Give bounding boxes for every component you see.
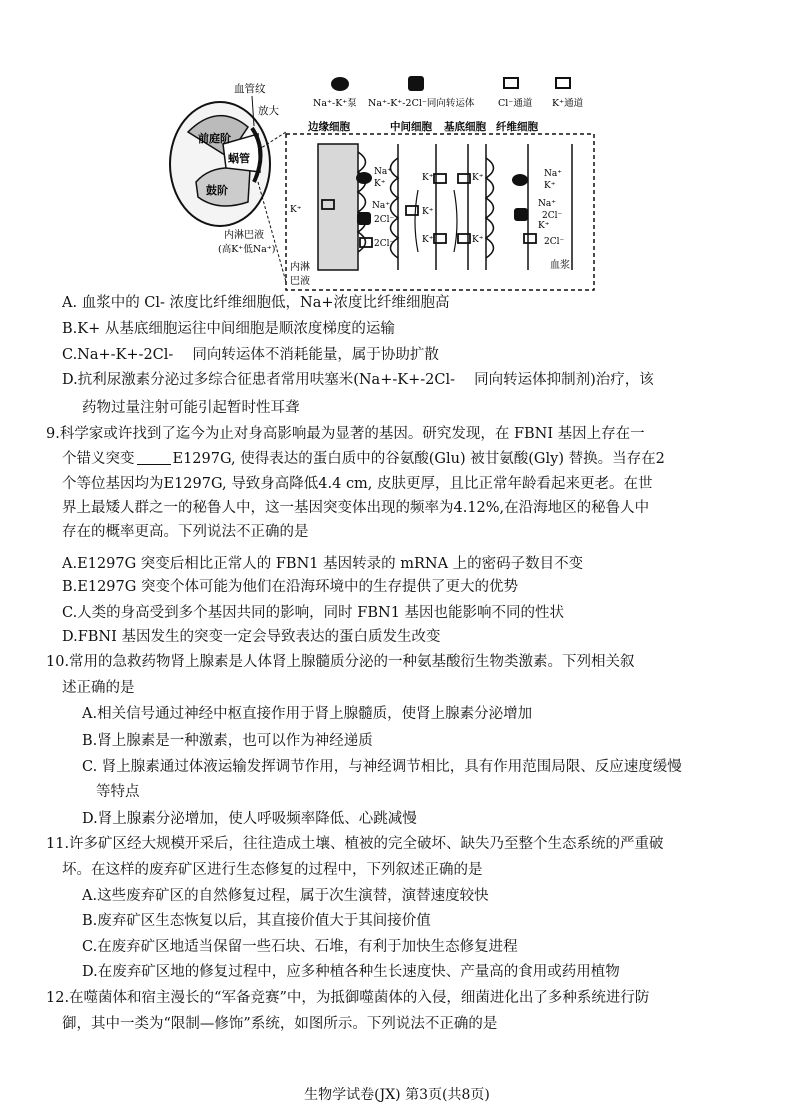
q11-option-d: D.在废弃矿区地的修复过程中，应多种植各种生长速度快、产量高的食用或药用植物 — [82, 964, 620, 980]
ion-label: K⁺ — [290, 205, 302, 215]
ion-label: K⁺ — [422, 173, 434, 183]
ion-label: K⁺ — [374, 179, 386, 189]
label-plasma: 血浆 — [550, 260, 570, 271]
q11-option-c: C.在废弃矿区地适当保留一些石块、石堆，有利于加快生态修复进程 — [82, 939, 518, 955]
q10-option-c: C. 肾上腺素通过体液运输发挥调节作用，与神经调节相比，具有作用范围局限、反应速度缓慢 — [82, 759, 682, 775]
ion-label: K⁺ — [544, 181, 556, 191]
q12-stem-2: 御，其中一类为“限制—修饰”系统，如图所示。下列说法不正确的是 — [62, 1016, 498, 1032]
q10-stem-1: 10.常用的急救药物肾上腺素是人体肾上腺髓质分泌的一种氨基酸衍生物类激素。下列相关叙 — [46, 654, 635, 670]
label-endolymph-note: (高K⁺低Na⁺) — [218, 244, 276, 255]
label-endolymph-inner-2: 巴液 — [290, 276, 310, 287]
ion-label: Na⁺ — [372, 201, 390, 211]
ion-label: Na⁺ — [374, 167, 392, 177]
ion-label: 2Cl⁻ — [542, 211, 563, 221]
q11-option-a: A.这些废弃矿区的自然修复过程，属于次生演替，演替速度较快 — [82, 888, 489, 904]
q11-stem-1: 11.许多矿区经大规模开采后，往往造成土壤、植被的完全破坏、缺失乃至整个生态系统的严重破 — [46, 836, 664, 852]
k-channel-icon — [556, 78, 570, 88]
q8-option-a: A. 血浆中的 Cl- 浓度比纤维细胞低，Na+浓度比纤维细胞高 — [62, 295, 450, 311]
q11-option-b: B.废弃矿区生态恢复以后，其直接价值大于其间接价值 — [82, 913, 431, 929]
q8-option-d-cont: 药物过量注射可能引起暂时性耳聋 — [82, 400, 300, 416]
q10-option-b: B.肾上腺素是一种激素，也可以作为神经递质 — [82, 733, 373, 749]
label-cochlear-duct: 蜗管 — [228, 152, 250, 165]
legend-cotransporter: Na⁺-K⁺-2Cl⁻同向转运体 — [368, 98, 475, 109]
q9-option-d: D.FBNI 基因发生的突变一定会导致表达的蛋白质发生改变 — [62, 629, 441, 645]
label-marginal-cell: 边缘细胞 — [308, 121, 350, 133]
q9-option-a: A.E1297G 突变后相比正常人的 FBN1 基因转录的 mRNA 上的密码子数目不变 — [62, 556, 584, 572]
ion-label: Na⁺ — [544, 169, 562, 179]
cotransporter-icon — [408, 76, 424, 91]
label-fibrocyte: 纤维细胞 — [496, 121, 538, 133]
q8-option-d: D.抗利尿激素分泌过多综合征患者常用呋塞米(Na+-K+-2Cl- 同向转运体抑制剂)治疗，该 — [62, 372, 654, 388]
ion-label: K⁺ — [472, 235, 484, 245]
legend — [313, 76, 584, 109]
q9-option-c: C.人类的身高受到多个基因共同的影响，同时 FBN1 基因也能影响不同的性状 — [62, 605, 565, 621]
q9-option-b: B.E1297G 突变个体可能为他们在沿海环境中的生存提供了更大的优势 — [62, 579, 518, 595]
legend-cl-channel: Cl⁻通道 — [498, 98, 533, 109]
q10-option-d: D.肾上腺素分泌增加，使人呼吸频率降低、心跳减慢 — [82, 811, 417, 827]
label-vessel: 血管纹 — [234, 83, 266, 95]
ion-label: 2Cl⁻ — [544, 237, 565, 247]
q10-option-c-cont: 等特点 — [96, 784, 140, 800]
page-footer: 生物学试卷(JX) 第3页(共8页) — [304, 1087, 490, 1103]
ion-label: K⁺ — [472, 173, 484, 183]
label-vestibular: 前庭阶 — [198, 132, 231, 145]
q8-option-b: B.K+ 从基底细胞运往中间细胞是顺浓度梯度的运输 — [62, 321, 395, 337]
label-tympanic: 鼓阶 — [206, 184, 228, 197]
q11-stem-2: 坏。在这样的废弃矿区进行生态修复的过程中，下列叙述正确的是 — [62, 862, 483, 878]
q9-stem-2 — [62, 448, 665, 470]
label-endolymph-inner-1: 内淋 — [290, 262, 310, 273]
pump-icon — [331, 77, 349, 91]
ion-label: 2Cl⁻ — [374, 215, 395, 225]
ion-label: 2Cl⁻ — [374, 239, 395, 249]
q10-option-a: A.相关信号通过神经中枢直接作用于肾上腺髓质，使肾上腺素分泌增加 — [82, 706, 533, 722]
q9-stem-2a: 个错义突变 — [62, 451, 135, 467]
cochlea-cross-section — [170, 102, 270, 226]
ion-label: Na⁺ — [538, 199, 556, 209]
q10-stem-2: 述正确的是 — [62, 680, 135, 696]
q12-stem-1: 12.在噬菌体和宿主漫长的“军备竞赛”中，为抵御噬菌体的入侵，细菌进化出了多种系统进行防 — [46, 990, 650, 1006]
q9-stem-1: 9.科学家或许找到了迄今为止对身高影响最为显著的基因。研究发现，在 FBNI 基因上存在一 — [46, 426, 645, 442]
ion-label: K⁺ — [422, 207, 434, 217]
label-magnify: 放大 — [258, 105, 279, 117]
ion-transport-diagram — [168, 72, 598, 294]
ion-label: K⁺ — [422, 235, 434, 245]
q9-stem-2b: E1297G, 使得表达的蛋白质中的谷氨酸(Glu) 被甘氨酸(Gly) 替换。当存在2 — [172, 451, 665, 467]
q9-stem-3: 个等位基因均为E1297G, 导致身高降低4.4 cm, 皮肤更厚，且比正常年龄看起来更老。在世 — [62, 476, 653, 492]
q8-option-c: C.Na+-K+-2Cl- 同向转运体不消耗能量，属于协助扩散 — [62, 347, 439, 363]
q9-stem-5: 存在的概率更高。下列说法不正确的是 — [62, 524, 309, 540]
q9-stem-4: 界上最矮人群之一的秘鲁人中，这一基因突变体出现的频率为4.12%,在沿海地区的秘鲁人中 — [62, 500, 650, 516]
label-intermediate-cell: 中间细胞 — [390, 121, 432, 133]
label-endolymph: 内淋巴液 — [224, 230, 264, 241]
marginal-cell — [318, 144, 358, 270]
label-basal-cell: 基底细胞 — [444, 121, 486, 133]
cl-channel-icon — [504, 78, 518, 88]
legend-k-channel: K⁺通道 — [552, 98, 584, 109]
ion-label: K⁺ — [538, 221, 550, 231]
legend-pump: Na⁺-K⁺泵 — [313, 98, 357, 109]
blank-line — [137, 450, 171, 465]
